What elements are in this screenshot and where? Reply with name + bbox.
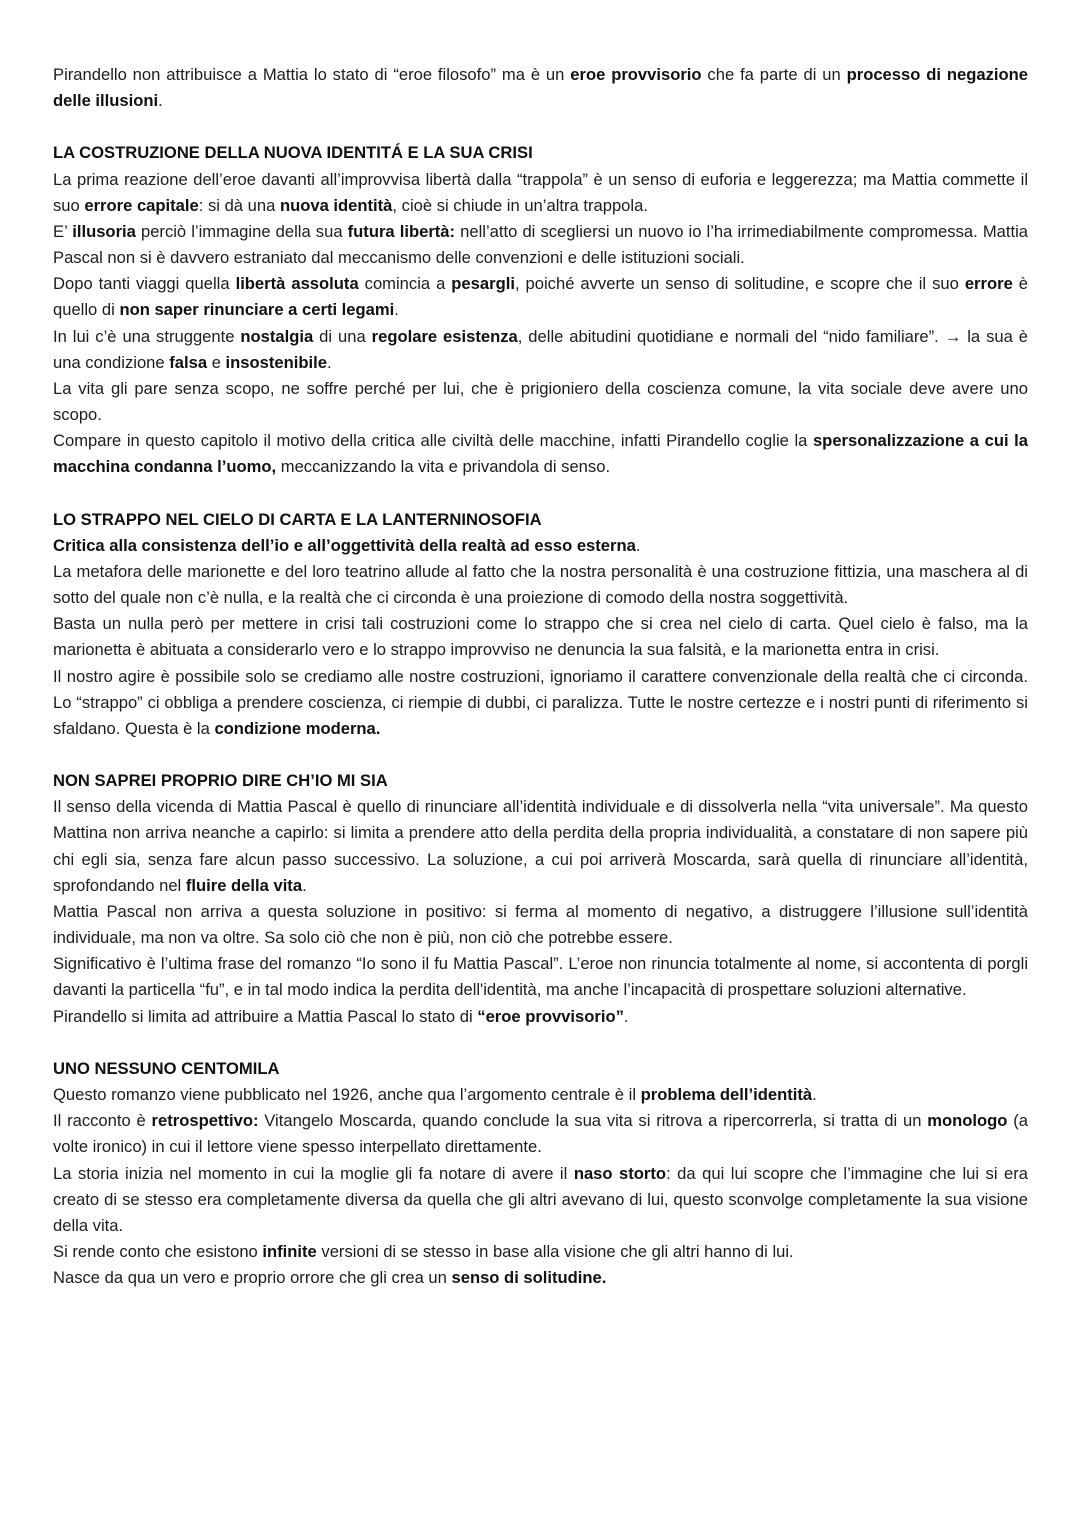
bold-text: monologo — [927, 1111, 1008, 1131]
bold-text: errore capitale — [84, 195, 199, 215]
text-run: . — [302, 875, 307, 895]
text-run: Pirandello si limita ad attribuire a Mattia Pascal lo stato di — [53, 1006, 478, 1026]
text-run: perciò l’immagine della sua — [135, 221, 348, 241]
paragraph — [53, 1265, 1028, 1291]
text-run: Il nostro agire è possibile solo se crediamo alle nostre costruzioni, ignoriamo il carattere convenzionale della realtà che ci circonda. Lo “strappo” ci obbliga a prendere coscienza, ci riempie di dubbi, ci paralizza. Tutte le nostre certezze e i nostri punti di riferimento si sfaldano. Questa è la — [53, 666, 1028, 738]
bold-text: eroe provvisorio — [570, 65, 702, 84]
text-run: E’ — [53, 221, 73, 241]
paragraph — [53, 167, 1028, 219]
text-run: Significativo è l’ultima frase del romanzo “Io sono il fu Mattia Pascal”. L’eroe non rinuncia totalmente al nome, si accontenta di porgli davanti la particella “fu”, e in tal modo indica la perdita dell'identità, ma anche l’incapacità di prospettare soluzioni alternative. — [53, 954, 1028, 1000]
text-run: comincia a — [358, 274, 452, 294]
bold-text: libertà assoluta — [235, 274, 359, 294]
section-heading: NON SAPREI PROPRIO DIRE CH’IO MI SIA — [53, 771, 388, 791]
section-spacer — [53, 480, 1028, 506]
bold-text: regolare esistenza — [371, 326, 518, 346]
text-run: . — [812, 1085, 817, 1105]
text-run: Mattia Pascal non arriva a questa soluzione in positivo: si ferma al momento di negativo, a distruggere l’illusione sull’identità individuale, ma non va oltre. Sa solo ciò che non è più, non ciò che potrebbe essere. — [53, 901, 1028, 948]
text-run: Pirandello non attribuisce a Mattia lo stato di “eroe filosofo” ma è un — [53, 65, 571, 84]
text-run: : da qui lui scopre che l’immagine che lui si era creato di se stesso era completamente diversa da quella che gli altri avevano di lui, questo sconvolge completamente la sua visione della vita. — [53, 1163, 1029, 1235]
paragraph — [53, 899, 1028, 951]
bold-text: insostenibile — [225, 352, 327, 372]
paragraph — [53, 62, 1028, 114]
text-run: è quello di — [53, 274, 1028, 320]
section-spacer — [53, 742, 1028, 768]
text-run: versioni di se stesso in base alla visione che gli altri hanno di lui. — [316, 1241, 794, 1261]
paragraph — [53, 376, 1028, 428]
text-run: . — [158, 91, 163, 111]
bold-text: problema dell’identità — [640, 1085, 813, 1105]
text-run: . — [623, 1006, 629, 1026]
bold-text: naso storto — [573, 1163, 667, 1183]
text-run: La vita gli pare senza scopo, ne soffre perché per lui, che è prigioniero della coscienza comune, la vita sociale deve avere uno scopo. — [53, 378, 1028, 425]
bold-text: errore — [964, 274, 1013, 294]
text-run: La storia inizia nel momento in cui la moglie gli fa notare di avere il — [53, 1163, 574, 1183]
bold-text: illusoria — [72, 221, 136, 241]
text-run: meccanizzando la vita e privandola di senso. — [276, 457, 611, 477]
bold-text: senso di solitudine. — [451, 1268, 607, 1288]
paragraph — [53, 428, 1028, 480]
bold-text: futura libertà: — [347, 221, 456, 241]
text-run: Vitangelo Moscarda, quando conclude la sua vita si ritrova a ripercorrerla, si tratta di un — [258, 1111, 928, 1131]
text-run: . — [326, 352, 332, 372]
bold-text: retrospettivo: — [151, 1111, 259, 1131]
text-run: Nasce da qua un vero e proprio orrore che gli crea un — [53, 1268, 452, 1288]
text-run: Questo romanzo viene pubblicato nel 1926, anche qua l’argomento centrale è il — [53, 1085, 641, 1105]
text-run: Basta un nulla però per mettere in crisi tali costruzioni come lo strappo che si crea nel cielo di carta. Quel cielo è falso, ma la marionetta è abituata a considerarlo vero e lo strappo improvviso ne denuncia la sua falsità, e la marionetta entra in crisi. — [53, 614, 1028, 660]
bold-text: fluire della vita — [185, 875, 303, 895]
bold-text: condizione moderna. — [214, 718, 381, 738]
paragraph — [53, 559, 1028, 611]
paragraph — [53, 611, 1028, 663]
text-run: Compare in questo capitolo il motivo della critica alle civiltà delle macchine, infatti Pirandello coglie la — [53, 431, 813, 451]
bold-text: nuova identità — [279, 195, 393, 215]
text-run: (a volte ironico) in cui il lettore viene spesso interpellato direttamente. — [53, 1111, 1028, 1157]
paragraph — [53, 533, 1028, 559]
bold-text: infinite — [262, 1241, 317, 1261]
text-run: di una — [313, 326, 372, 346]
paragraph — [53, 219, 1028, 271]
text-run: In lui c’è una struggente — [53, 326, 241, 346]
paragraph — [53, 664, 1028, 742]
text-run: La metafora delle marionette e del loro teatrino allude al fatto che la nostra personalità è una costruzione fittizia, una maschera al di sotto del quale non c’è nulla, e la realtà che ci circonda è una proiezione di comodo della nostra soggettività. — [53, 561, 1028, 608]
text-run: Si rende conto che esistono — [53, 1241, 263, 1261]
text-run: che fa parte di un — [701, 65, 847, 84]
text-run: , delle abitudini quotidiane e normali del “nido familiare”. → la sua è una condizione — [53, 326, 1028, 372]
text-run: . — [394, 300, 399, 320]
section-heading: UNO NESSUNO CENTOMILA — [53, 1058, 280, 1078]
bold-text: spersonalizzazione a cui la macchina condanna l’uomo, — [53, 431, 1028, 477]
document-page — [53, 62, 1028, 1291]
paragraph — [53, 1108, 1028, 1160]
text-run: Dopo tanti viaggi quella — [53, 274, 236, 294]
text-run: : si dà una — [198, 195, 280, 215]
text-run: nell’atto di scegliersi un nuovo io l’ha irrimediabilmente compromessa. Mattia Pascal non si è davvero estraniato dal meccanismo delle convenzioni e delle istituzioni sociali. — [53, 221, 1029, 268]
section-spacer — [53, 114, 1028, 140]
bold-text: pesargli — [451, 274, 515, 294]
paragraph — [53, 1239, 1028, 1265]
bold-text: falsa — [169, 352, 208, 372]
bold-text: non saper rinunciare a certi legami — [119, 300, 395, 320]
text-run: La prima reazione dell’eroe davanti all’improvvisa libertà dalla “trappola” è un senso di euforia e leggerezza; ma Mattia commette il suo — [53, 169, 1028, 215]
text-run: , poiché avverte un senso di solitudine, e scopre che il suo — [514, 274, 965, 294]
paragraph — [53, 1161, 1028, 1239]
bold-text: “eroe provvisorio” — [477, 1006, 624, 1026]
paragraph — [53, 271, 1028, 323]
section-spacer — [53, 1030, 1028, 1056]
bold-text: Critica alla consistenza dell’io e all’oggettività della realtà ad esso esterna — [53, 535, 636, 555]
section-heading: LO STRAPPO NEL CIELO DI CARTA E LA LANTERNINOSOFIA — [53, 509, 542, 529]
paragraph — [53, 1004, 1028, 1030]
bold-text: nostalgia — [240, 326, 314, 346]
bold-text: processo di negazione delle illusioni — [53, 65, 1029, 111]
text-run: Il senso della vicenda di Mattia Pascal è quello di rinunciare all’identità individuale e di dissolverla nella “vita universale”. Ma questo Mattina non arriva neanche a capirlo: si limita a prendere atto della perdita della propria individualità, a constatare di non sapere più chi egli sia, senza fare alcun passo successivo. La soluzione, a cui poi arriverà Moscarda, sarà quella di rinunciare all’identità, sprofondando nel — [53, 797, 1028, 895]
text-run: , cioè si chiude in un’altra trappola. — [392, 195, 648, 215]
text-run: e — [207, 352, 226, 372]
paragraph — [53, 794, 1028, 899]
text-run: Il racconto è — [53, 1111, 152, 1131]
paragraph — [53, 1082, 1028, 1108]
paragraph — [53, 951, 1028, 1003]
text-run: . — [635, 535, 641, 555]
paragraph — [53, 324, 1028, 376]
section-heading: LA COSTRUZIONE DELLA NUOVA IDENTITÁ E LA SUA CRISI — [53, 143, 533, 163]
